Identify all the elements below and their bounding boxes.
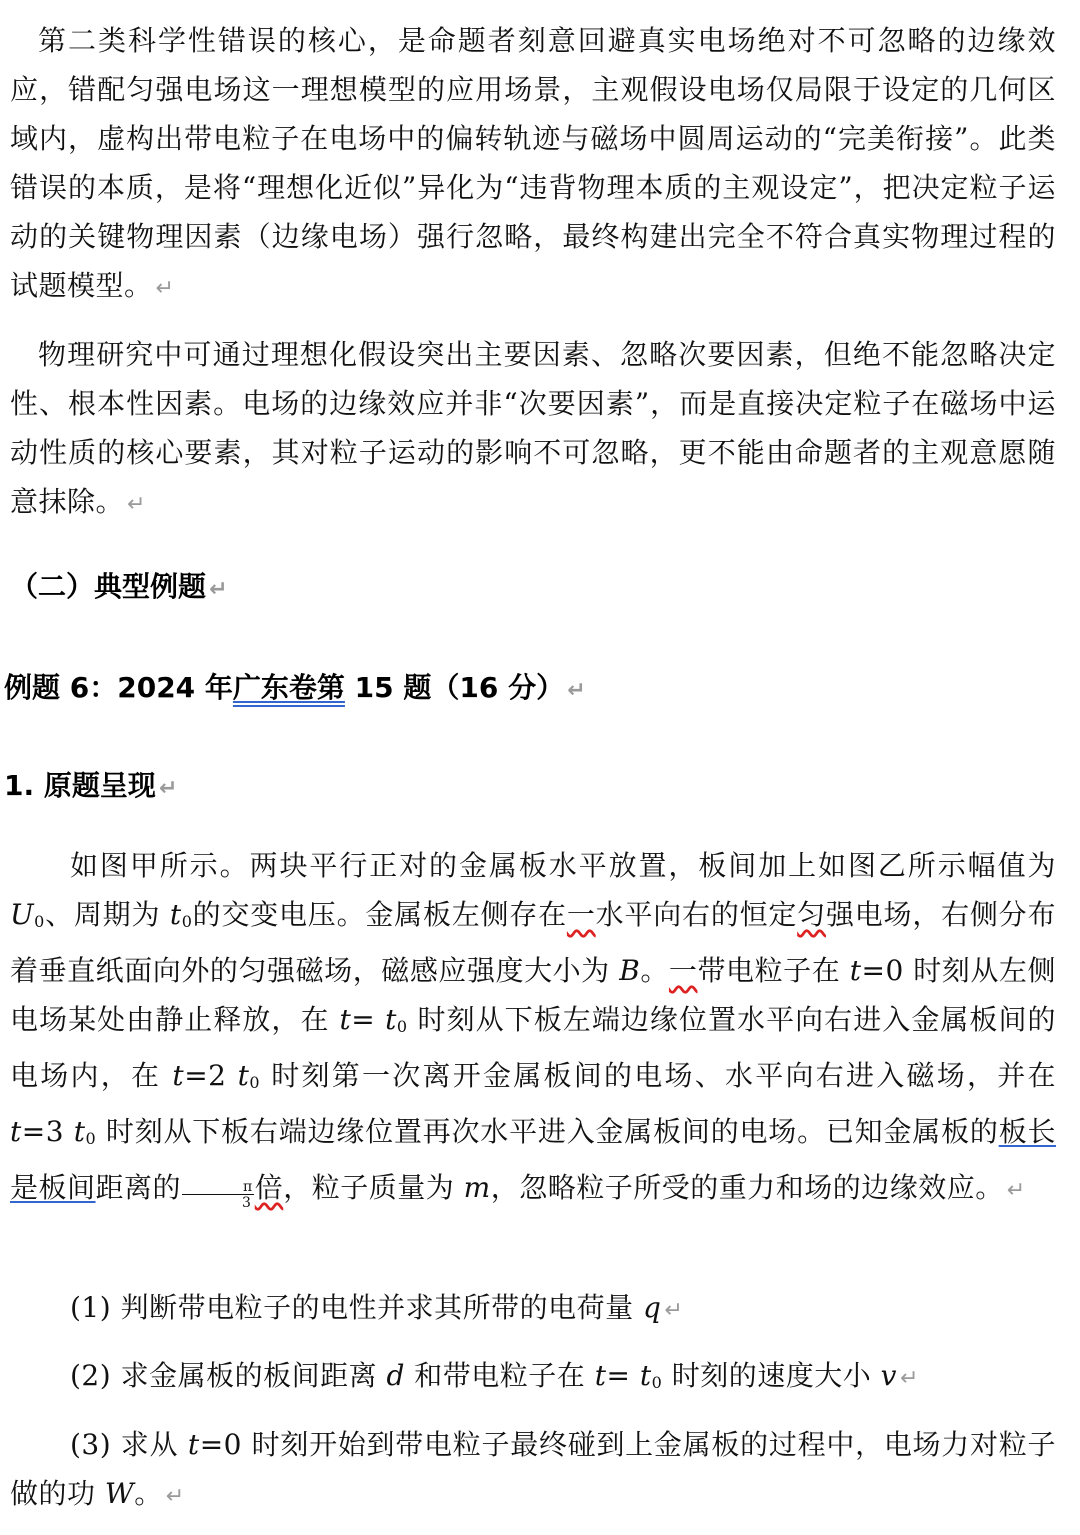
- subscript: 0: [85, 1129, 97, 1148]
- problem-statement: [10, 841, 1056, 1215]
- paragraph-mark-icon: ↵: [209, 577, 228, 602]
- problem-text: =2: [184, 1059, 238, 1092]
- example-heading-part: 例题 6：2024 年: [4, 671, 233, 704]
- spellcheck-mark: 倍: [254, 1171, 284, 1204]
- problem-text: ，忽略粒子所受的重力和场的边缘效应。: [490, 1171, 1004, 1204]
- example-heading-part: 15 题（16 分）: [344, 671, 565, 704]
- fraction-pi-over-3: [182, 1180, 254, 1210]
- symbol-U: U: [10, 898, 35, 931]
- problem-text: 带电粒子在: [697, 954, 850, 987]
- question-text: (1) 判断带电粒子的电性并求其所带的电荷量: [70, 1291, 643, 1324]
- fraction-denominator: 3: [242, 1195, 252, 1211]
- subscript: 0: [34, 912, 45, 931]
- paragraph-mark-icon: ↵: [664, 1298, 684, 1323]
- subscript: 0: [651, 1373, 663, 1392]
- symbol-t: t: [849, 954, 862, 987]
- paragraph-mark-icon: ↵: [155, 276, 175, 301]
- symbol-t: t: [339, 1003, 352, 1036]
- problem-text: 时刻从下板右端边缘位置再次水平进入金属板间的电场。已知金属板的: [96, 1115, 999, 1148]
- paragraph-edge-effect-error: [10, 16, 1056, 313]
- spellcheck-mark: 一: [566, 898, 596, 931]
- subscript: 0: [181, 912, 193, 931]
- symbol-t: t: [385, 1003, 397, 1036]
- problem-text: 、周期为: [44, 898, 170, 931]
- problem-text: 强电场，右侧分布着垂直纸面向外的匀强磁场，磁感应强度大小为: [10, 898, 1056, 987]
- symbol-m: m: [463, 1171, 491, 1204]
- example-heading: [4, 666, 586, 706]
- question-text: 。: [134, 1477, 163, 1510]
- subscript: 0: [396, 1017, 408, 1036]
- symbol-t: t: [594, 1359, 607, 1392]
- question-text: 时刻的速度大小: [662, 1359, 881, 1392]
- paragraph-mark-icon: ↵: [158, 776, 178, 801]
- question-text: (3) 求从: [70, 1428, 188, 1461]
- subscript: 0: [249, 1073, 261, 1092]
- problem-text: 。: [640, 954, 669, 987]
- subheading-text: 1. 原题呈现: [4, 769, 156, 802]
- section-heading: [10, 565, 227, 605]
- symbol-t: t: [10, 1115, 22, 1148]
- question-2: [10, 1351, 1056, 1407]
- problem-text: 时刻第一次离开金属板间的电场、水平向右进入磁场，并在: [260, 1059, 1057, 1092]
- paragraph-mark-icon: ↵: [1006, 1178, 1026, 1203]
- symbol-t: t: [172, 1059, 185, 1092]
- symbol-W: W: [104, 1477, 135, 1510]
- problem-text: =: [351, 1003, 386, 1036]
- problem-text: 的交变电压。金属板左侧存在: [192, 898, 567, 931]
- paragraph-mark-icon: ↵: [899, 1366, 919, 1391]
- paragraph-text: 物理研究中可通过理想化假设突出主要因素、忽略次要因素，但绝不能忽略决定性、根本性因素。电场的边缘效应并非“次要因素”，而是直接决定粒子在磁场中运动性质的核心要素，其对粒子运动的影响不可忽略，更不能由命题者的主观意愿随意抹除。: [10, 338, 1056, 518]
- problem-text: 时刻从下板左端边缘位置水平向右进入金属板间的电场内，在: [10, 1003, 1056, 1092]
- symbol-t: t: [187, 1428, 200, 1461]
- symbol-t: t: [73, 1115, 86, 1148]
- paragraph-mark-icon: ↵: [567, 678, 586, 703]
- question-3: [10, 1420, 1056, 1521]
- problem-text: 距离的: [95, 1171, 182, 1204]
- symbol-v: v: [880, 1359, 897, 1392]
- paragraph-text: 第二类科学性错误的核心，是命题者刻意回避真实电场绝对不可忽略的边缘效应，错配匀强电场这一理想模型的应用场景，主观假设电场仅局限于设定的几何区域内，虚构出带电粒子在电场中的偏转轨迹与磁场中圆周运动的“完美衔接”。此类错误的本质，是将“理想化近似”异化为“违背物理本质的主观设定”，把决定粒子运动的关键物理因素（边缘电场）强行忽略，最终构建出完全不符合真实物理过程的试题模型。: [10, 24, 1056, 302]
- problem-text: 水平向右的恒定: [595, 898, 798, 931]
- fraction-numerator: π: [182, 1180, 254, 1195]
- spellcheck-mark: 一: [668, 954, 698, 987]
- spellcheck-mark: 匀: [797, 898, 826, 931]
- problem-text: 如图甲所示。两块平行正对的金属板水平放置，板间加上如图乙所示幅值为: [70, 849, 1056, 882]
- question-text: 和带电粒子在: [404, 1359, 595, 1392]
- section-heading-text: （二）典型例题: [10, 570, 207, 603]
- symbol-d: d: [386, 1359, 405, 1392]
- problem-text: =0 时刻从左侧电场某处由静止释放，在: [10, 954, 1056, 1036]
- problem-text: =3: [21, 1115, 74, 1148]
- symbol-t: t: [169, 898, 182, 931]
- symbol-q: q: [642, 1291, 662, 1324]
- symbol-B: B: [619, 954, 641, 987]
- question-text: (2) 求金属板的板间距离: [70, 1359, 387, 1392]
- example-heading-part: 广东卷第: [232, 671, 345, 704]
- subheading: [4, 764, 177, 804]
- paragraph-mark-icon: ↵: [165, 1484, 185, 1509]
- problem-text: ，粒子质量为: [283, 1171, 464, 1204]
- question-text: =: [606, 1359, 640, 1392]
- paragraph-mark-icon: ↵: [127, 492, 146, 517]
- symbol-t: t: [237, 1059, 250, 1092]
- paragraph-idealization: [10, 330, 1056, 529]
- grammar-mark: 板长是板间: [10, 1115, 1056, 1204]
- symbol-t: t: [639, 1359, 652, 1392]
- question-text: =0 时刻开始到带电粒子最终碰到上金属板的过程中，电场力对粒子做的功: [10, 1428, 1056, 1510]
- question-1: [10, 1283, 1056, 1335]
